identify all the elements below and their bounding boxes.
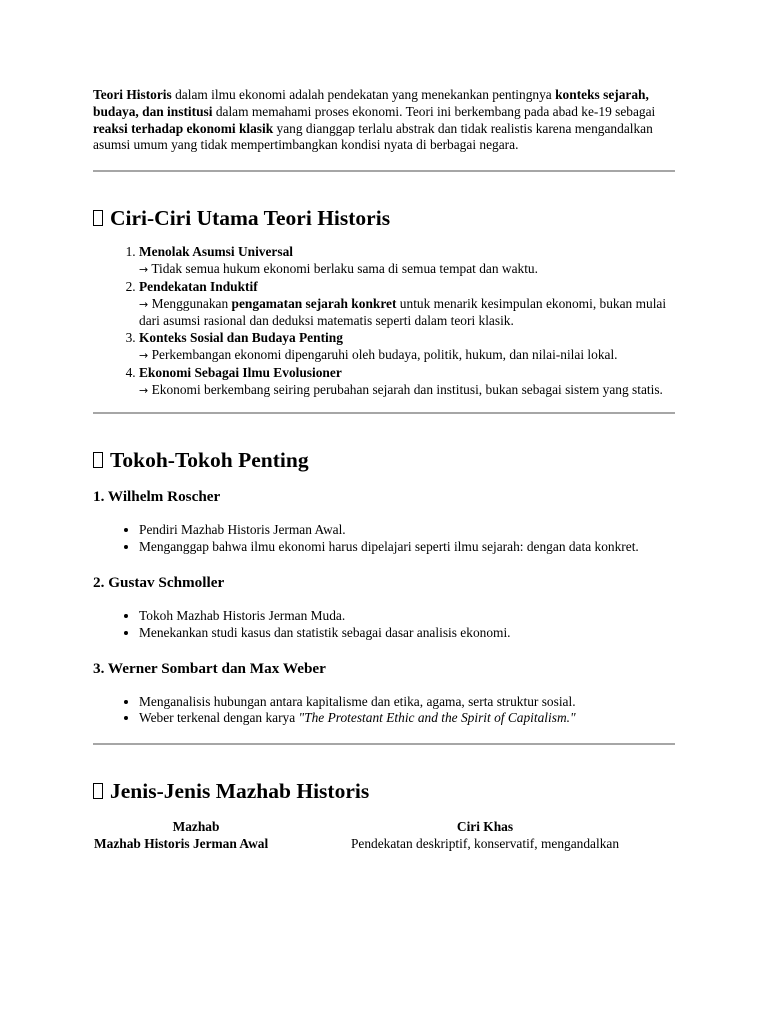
list-item: • Menganalisis hubungan antara kapitalisme dan etika, agama, serta struktur sosial.: [139, 694, 675, 711]
missing-glyph-icon: [93, 210, 103, 226]
item-desc: Weber terkenal dengan karya: [139, 710, 299, 726]
mazhab-table: [93, 818, 671, 852]
column-header: Mazhab: [172, 819, 220, 835]
section-heading-text: Tokoh-Tokoh Penting: [110, 448, 309, 473]
list-item: • Tokoh Mazhab Historis Jerman Muda.: [139, 608, 675, 625]
divider: [93, 170, 675, 172]
table-cell: Pendekatan deskriptif, konservatif, mengandalkan: [350, 836, 620, 852]
arrow-icon: →: [139, 297, 149, 311]
intro-paragraph: [93, 87, 675, 154]
missing-glyph-icon: [93, 783, 103, 799]
item-emphasis: pengamatan sejarah konkret: [231, 295, 397, 311]
section-heading-tokoh: [93, 447, 675, 473]
item-title: Pendekatan Induktif: [139, 278, 258, 294]
item-title: Ekonomi Sebagai Ilmu Evolusioner: [139, 364, 342, 380]
person-points: [93, 608, 675, 642]
person-heading: 2. Gustav Schmoller: [93, 573, 225, 591]
intro-term: Teori Historis: [93, 87, 172, 102]
intro-text: dalam ilmu ekonomi adalah pendekatan yang menekankan pentingnya: [171, 87, 556, 102]
list-item: [139, 244, 675, 279]
list-item: [139, 710, 675, 727]
table-row: [93, 835, 671, 852]
item-desc: Ekonomi berkembang seiring perubahan sejarah dan institusi, bukan sebagai sistem yang statis.: [148, 381, 663, 397]
divider: [93, 743, 675, 745]
arrow-icon: →: [139, 262, 149, 276]
intro-emphasis: konteks sejarah, budaya, dan institusi: [93, 87, 649, 119]
list-item: • Menekankan studi kasus dan statistik sebagai dasar analisis ekonomi.: [139, 625, 675, 642]
list-item: [139, 365, 675, 400]
list-item: • Pendiri Mazhab Historis Jerman Awal.: [139, 522, 675, 539]
item-desc: Perkembangan ekonomi dipengaruhi oleh budaya, politik, hukum, dan nilai-nilai lokal.: [148, 346, 618, 362]
column-header: Ciri Khas: [456, 819, 514, 835]
item-title: Konteks Sosial dan Budaya Penting: [139, 330, 343, 346]
arrow-icon: →: [139, 348, 149, 362]
person-heading: 1. Wilhelm Roscher: [93, 488, 221, 506]
item-desc: Tidak semua hukum ekonomi berlaku sama di semua tempat dan waktu.: [148, 260, 538, 276]
section-heading-ciri: [93, 205, 675, 231]
missing-glyph-icon: [93, 452, 103, 468]
list-item: [139, 279, 675, 330]
item-desc: untuk menarik kesimpulan ekonomi, bukan mulai dari asumsi rasional dan deduksi matematis seperti dalam teori klasik.: [139, 295, 667, 329]
ciri-list: [93, 244, 675, 399]
section-heading-text: Jenis-Jenis Mazhab Historis: [110, 779, 370, 804]
intro-text: dalam memahami proses ekonomi. Teori ini berkembang pada abad ke-19 sebagai: [212, 103, 656, 119]
person-heading: 3. Werner Sombart dan Max Weber: [93, 659, 326, 677]
arrow-icon: →: [139, 383, 149, 397]
intro-text: yang dianggap terlalu abstrak dan tidak realistis karena mengandalkan asumsi umum yang tidak mempertimbangkan kondisi nyata di berbagai negara.: [93, 120, 653, 153]
item-title: Menolak Asumsi Universal: [139, 244, 294, 260]
list-item: • Menganggap bahwa ilmu ekonomi harus dipelajari seperti ilmu sejarah: dengan data konkret.: [139, 539, 675, 556]
item-desc: Menggunakan: [148, 295, 232, 311]
document-page: [93, 87, 675, 852]
section-heading-text: Ciri-Ciri Utama Teori Historis: [110, 206, 391, 231]
person-points: [93, 694, 675, 728]
person-points: [93, 522, 675, 556]
list-item: [139, 330, 675, 365]
section-heading-jenis: [93, 778, 675, 804]
book-title: "The Protestant Ethic and the Spirit of Capitalism.": [298, 710, 576, 726]
table-cell: Mazhab Historis Jerman Awal: [94, 836, 269, 852]
divider: [93, 412, 675, 414]
intro-emphasis: reaksi terhadap ekonomi klasik: [93, 120, 274, 136]
table-header-row: [93, 818, 671, 835]
